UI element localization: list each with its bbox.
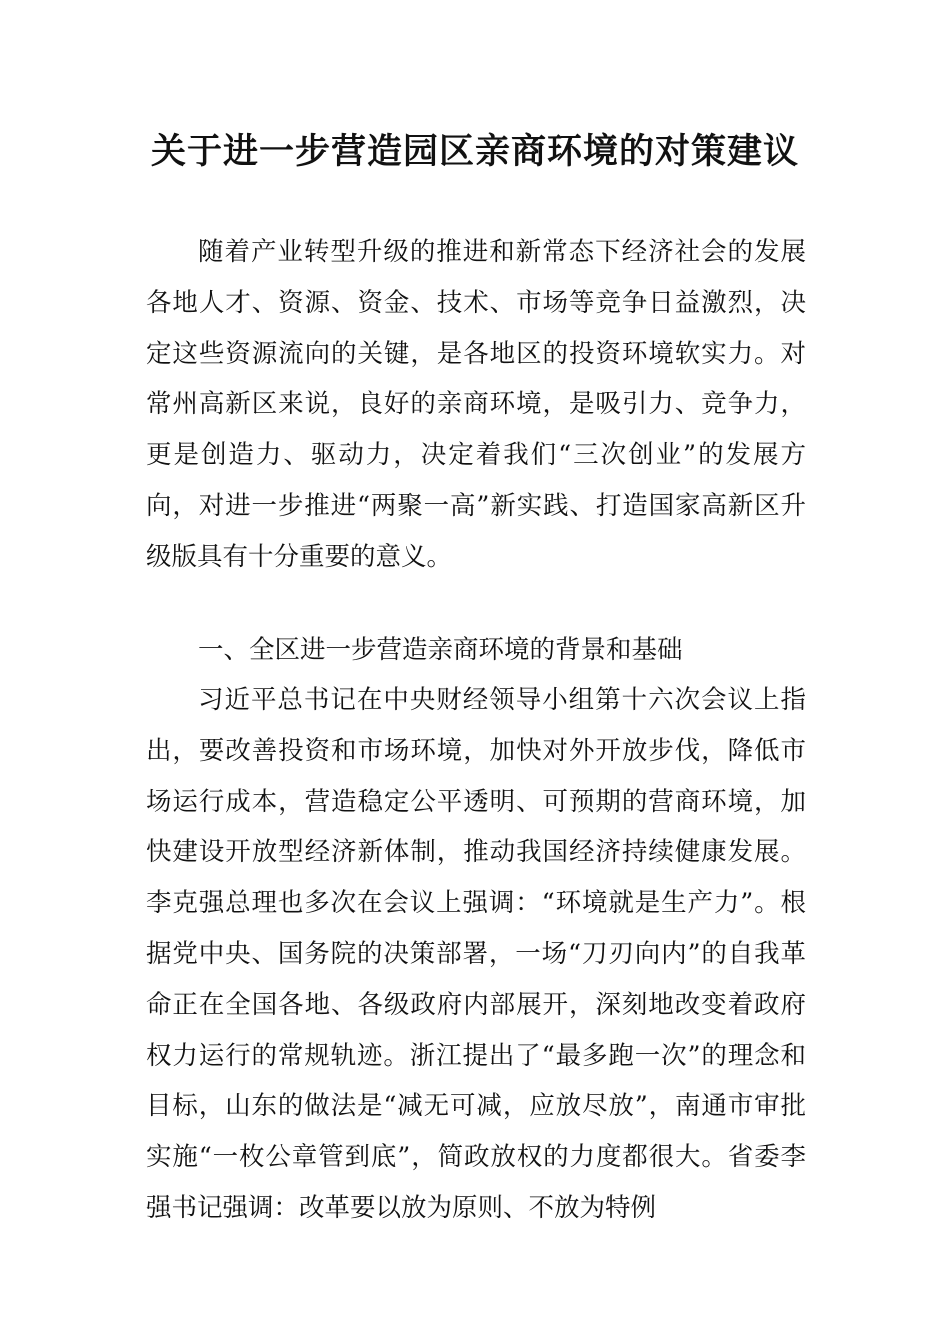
- document-title: 关于进一步营造园区亲商环境的对策建议: [150, 131, 799, 172]
- body-paragraph: 习近平总书记在中央财经领导小组第十六次会议上指出，要改善投资和市场环境，加快对外开放步伐，降低市场运行成本，营造稳定公平透明、可预期的营商环境，加快建设开放型经济新体制，推动我国经济持续健康发展。李克强总理也多次在会议上强调：“环境就是生产力”。根据党中央、国务院的决策部署，一场“刀刃向内”的自我革命正在全国各地、各级政府内部展开，深刻地改变着政府权力运行的常规轨迹。浙江提出了“最多跑一次”的理念和目标，山东的做法是“减无可减，应放尽放”，南通市审批实施“一枚公章管到底”，简政放权的力度都很大。省委李强书记强调：改革要以放为原则、不放为特例: [146, 685, 806, 1223]
- section-1-heading: 一、全区进一步营造亲商环境的背景和基础: [198, 635, 683, 665]
- section-heading-block: [146, 625, 806, 676]
- intro-paragraph-block: [146, 227, 806, 583]
- body-paragraph-block: [146, 675, 806, 1234]
- intro-paragraph: 随着产业转型升级的推进和新常态下经济社会的发展各地人才、资源、资金、技术、市场等竞争日益激烈，决定这些资源流向的关键，是各地区的投资环境软实力。对常州高新区来说，良好的亲商环境，是吸引力、竞争力，更是创造力、驱动力，决定着我们“三次创业”的发展方向，对进一步推进“两聚一高”新实践、打造国家高新区升级版具有十分重要的意义。: [146, 237, 806, 572]
